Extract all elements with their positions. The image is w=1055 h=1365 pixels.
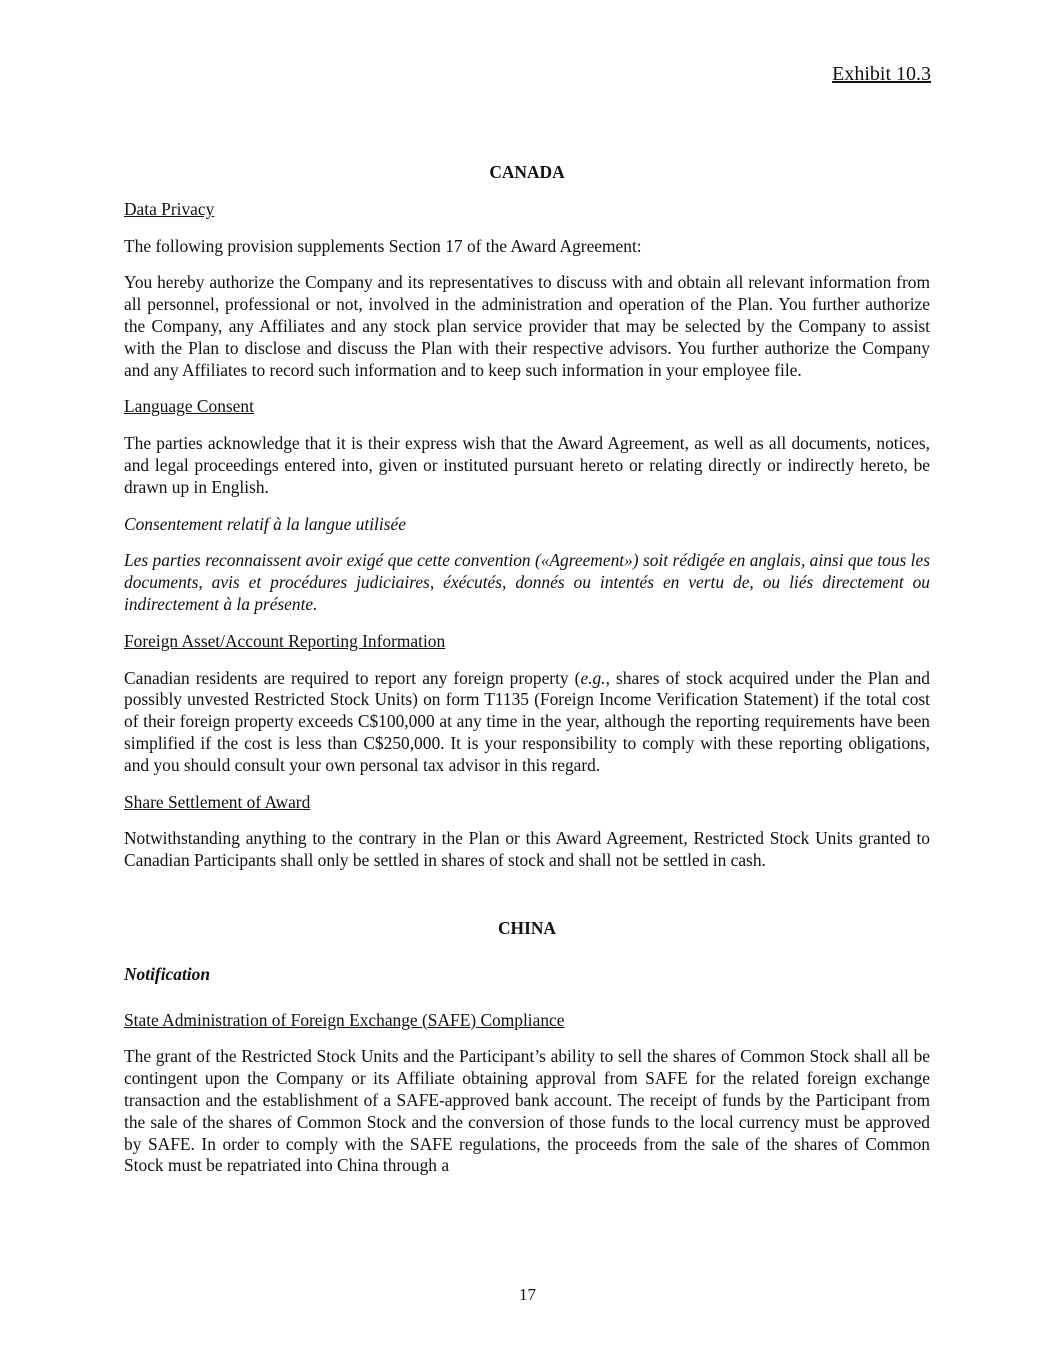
section-title-canada: CANADA: [489, 162, 565, 182]
paragraph-safe-compliance: The grant of the Restricted Stock Units and the Participant’s ability to sell the shares of Common Stock shall all be contingent upon the Company or its Affiliate obtaining approval from SAFE for the related foreign exchange transaction and the establishment of a SAFE-approved bank account. The receipt of funds by the Participant from the sale of the shares of Common Stock and the conversion of those funds to the local currency must be approved by SAFE. In order to comply with the SAFE regulations, the proceeds from the sale of the shares of Common Stock must be repatriated into China through a: [124, 1046, 930, 1176]
paragraph-language-consent: The parties acknowledge that it is their express wish that the Award Agreement, as well as all documents, notices, and legal proceedings entered into, given or instituted pursuant hereto or relating directly or indirectly hereto, be drawn up in English.: [124, 433, 930, 497]
page-number: 17: [519, 1285, 536, 1304]
document-body: [124, 162, 930, 1192]
heading-safe-compliance: State Administration of Foreign Exchange (SAFE) Compliance: [124, 1009, 565, 1030]
heading-notification: Notification: [124, 963, 210, 984]
paragraph-french-consent: Les parties reconnaissent avoir exigé que cette convention («Agreement») soit rédigée en anglais, ainsi que tous les documents, avis et procédures judiciaires, éxécutés, donnés ou intentés en vertu de, ou liés directement ou indirectement à la présente.: [124, 550, 930, 614]
foreign-asset-text-start: Canadian residents are required to report any foreign property (: [124, 667, 581, 688]
heading-language-consent: Language Consent: [124, 396, 254, 417]
heading-foreign-asset: Foreign Asset/Account Reporting Information: [124, 630, 446, 651]
exhibit-label: Exhibit 10.3: [832, 63, 931, 85]
heading-data-privacy: Data Privacy: [124, 198, 215, 219]
heading-share-settlement: Share Settlement of Award: [124, 791, 311, 812]
foreign-asset-text-end: , shares of stock acquired under the Plan and possibly unvested Restricted Stock Units) on form T1135 (Foreign Income Verification Statement) if the total cost of their foreign property exceeds C$100,000 at any time in the year, although the reporting requirements have been simplified if the cost is less than C$250,000. It is your responsibility to comply with these reporting obligations, and you should consult your own personal tax advisor in this regard.: [124, 667, 930, 775]
foreign-asset-eg: e.g.: [580, 667, 606, 688]
section-title-china: CHINA: [498, 917, 556, 938]
paragraph-data-privacy-body: You hereby authorize the Company and its representatives to discuss with and obtain all relevant information from all personnel, professional or not, involved in the administration and operation of the Plan. You further authorize the Company, any Affiliates and any stock plan service provider that may be selected by the Company to assist with the Plan to disclose and discuss the Plan with their respective advisors. You further authorize the Company and any Affiliates to record such information and to keep such information in your employee file.: [124, 272, 930, 380]
heading-french-consent: Consentement relatif à la langue utilisée: [124, 513, 406, 534]
paragraph-data-privacy-intro: The following provision supplements Section 17 of the Award Agreement:: [124, 235, 642, 256]
section-spacer: [124, 887, 930, 918]
paragraph-share-settlement: Notwithstanding anything to the contrary in the Plan or this Award Agreement, Restricted Stock Units granted to Canadian Participants shall only be settled in shares of stock and shall not be settled in cash.: [124, 828, 930, 871]
paragraph-foreign-asset: [124, 668, 930, 777]
